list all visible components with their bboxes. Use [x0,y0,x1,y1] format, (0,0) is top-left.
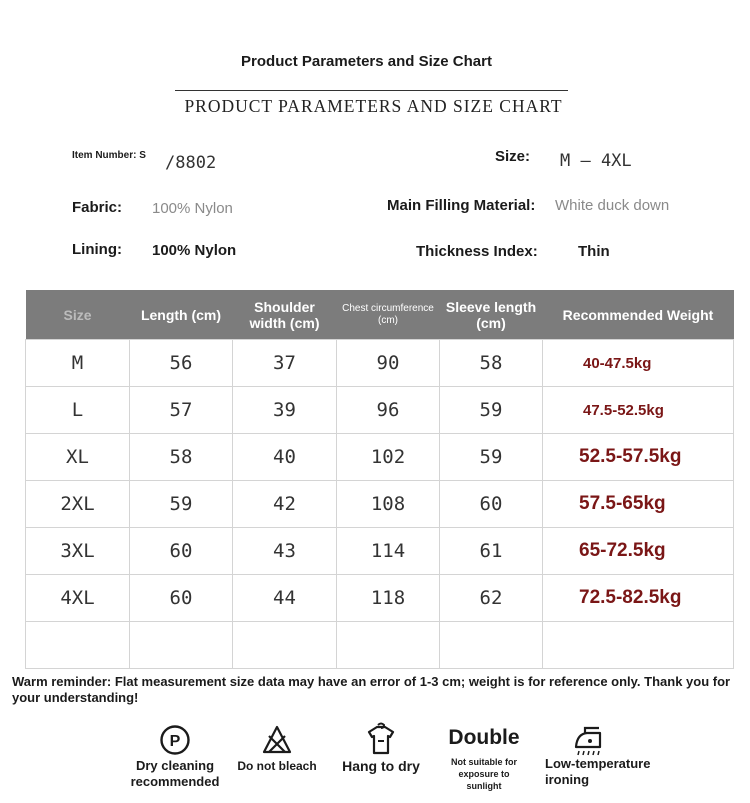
header-shoulder: Shoulder width (cm) [233,290,337,340]
cell-size: M [26,340,130,387]
thickness-value: Thin [578,243,610,260]
page-title: Product Parameters and Size Chart [241,53,492,70]
header-length: Length (cm) [130,290,233,340]
cell-weight: 65-72.5kg [543,528,734,575]
item-number-label: Item Number: S [72,150,146,161]
cell-sleeve: 59 [440,434,543,481]
lining-value: 100% Nylon [152,242,237,259]
cell-shoulder: 40 [233,434,337,481]
cell-length: 60 [130,528,233,575]
header-sleeve: Sleeve length (cm) [440,290,543,340]
header-size: Size [26,290,130,340]
cell-size: XL [26,434,130,481]
table-row [26,575,734,622]
cell-chest: 118 [337,575,440,622]
no-bleach-icon [261,724,293,756]
size-label: Size: [495,148,531,165]
page-subtitle: PRODUCT PARAMETERS AND SIZE CHART [184,96,563,116]
cell-sleeve: 62 [440,575,543,622]
no-bleach-label: Do not bleach [237,759,317,773]
cell-chest: 102 [337,434,440,481]
table-row [26,528,734,575]
warm-reminder: Warm reminder: Flat measurement size data may have an error of 1-3 cm; weight is for reference only. Thank you for your understanding! [12,674,731,705]
cell-sleeve: 58 [440,340,543,387]
care-double [428,725,540,792]
hang-dry-icon [364,722,398,756]
dry-clean-icon [159,724,191,756]
iron-label: Low-temperature ironing [545,756,651,787]
cell-sleeve: 60 [440,481,543,528]
cell-shoulder: 43 [233,528,337,575]
dry-clean-letter: P [169,733,181,750]
fabric-label: Fabric: [72,199,123,216]
care-iron [545,722,665,788]
cell-sleeve: 59 [440,387,543,434]
table-row [26,481,734,528]
cell-chest: 90 [337,340,440,387]
double-title: Double [448,726,520,749]
title-divider [175,90,568,91]
filling-label: Main Filling Material: [387,197,536,214]
size-chart-table [25,290,734,669]
cell-shoulder: 37 [233,340,337,387]
cell-weight: 72.5-82.5kg [543,575,734,622]
thickness-label: Thickness Index: [416,243,538,260]
care-dry-clean [120,724,230,790]
table-row [26,387,734,434]
cell-shoulder: 39 [233,387,337,434]
cell-length: 56 [130,340,233,387]
cell-chest: 96 [337,387,440,434]
cell-length: 58 [130,434,233,481]
cell-size: 3XL [26,528,130,575]
cell-shoulder: 42 [233,481,337,528]
table-row [26,434,734,481]
cell-chest: 114 [337,528,440,575]
cell-shoulder: 44 [233,575,337,622]
header-weight: Recommended Weight [543,290,734,340]
filling-value: White duck down [555,197,670,214]
cell-weight: 57.5-65kg [543,481,734,528]
cell-size: 4XL [26,575,130,622]
header-chest: Chest circumference (cm) [337,290,440,340]
cell-size: 2XL [26,481,130,528]
hang-dry-label: Hang to dry [342,758,420,774]
cell-weight: 52.5-57.5kg [543,434,734,481]
cell-length: 60 [130,575,233,622]
cell-weight: 47.5-52.5kg [543,387,734,434]
care-no-bleach [233,724,321,774]
table-header-row [26,290,734,340]
cell-length: 57 [130,387,233,434]
size-value: M – 4XL [560,151,632,171]
cell-weight: 40-47.5kg [543,340,734,387]
table-row-empty [26,622,734,669]
cell-length: 59 [130,481,233,528]
table-row [26,340,734,387]
care-hang-dry [336,722,426,774]
lining-label: Lining: [72,241,122,258]
cell-chest: 108 [337,481,440,528]
double-sub-label: Not suitable for exposure to sunlight [450,757,517,791]
cell-size: L [26,387,130,434]
cell-sleeve: 61 [440,528,543,575]
item-number-value: /8802 [165,153,217,173]
dry-clean-label: Dry cleaning recommended [130,758,220,789]
iron-icon [571,722,605,756]
fabric-value: 100% Nylon [152,200,233,217]
